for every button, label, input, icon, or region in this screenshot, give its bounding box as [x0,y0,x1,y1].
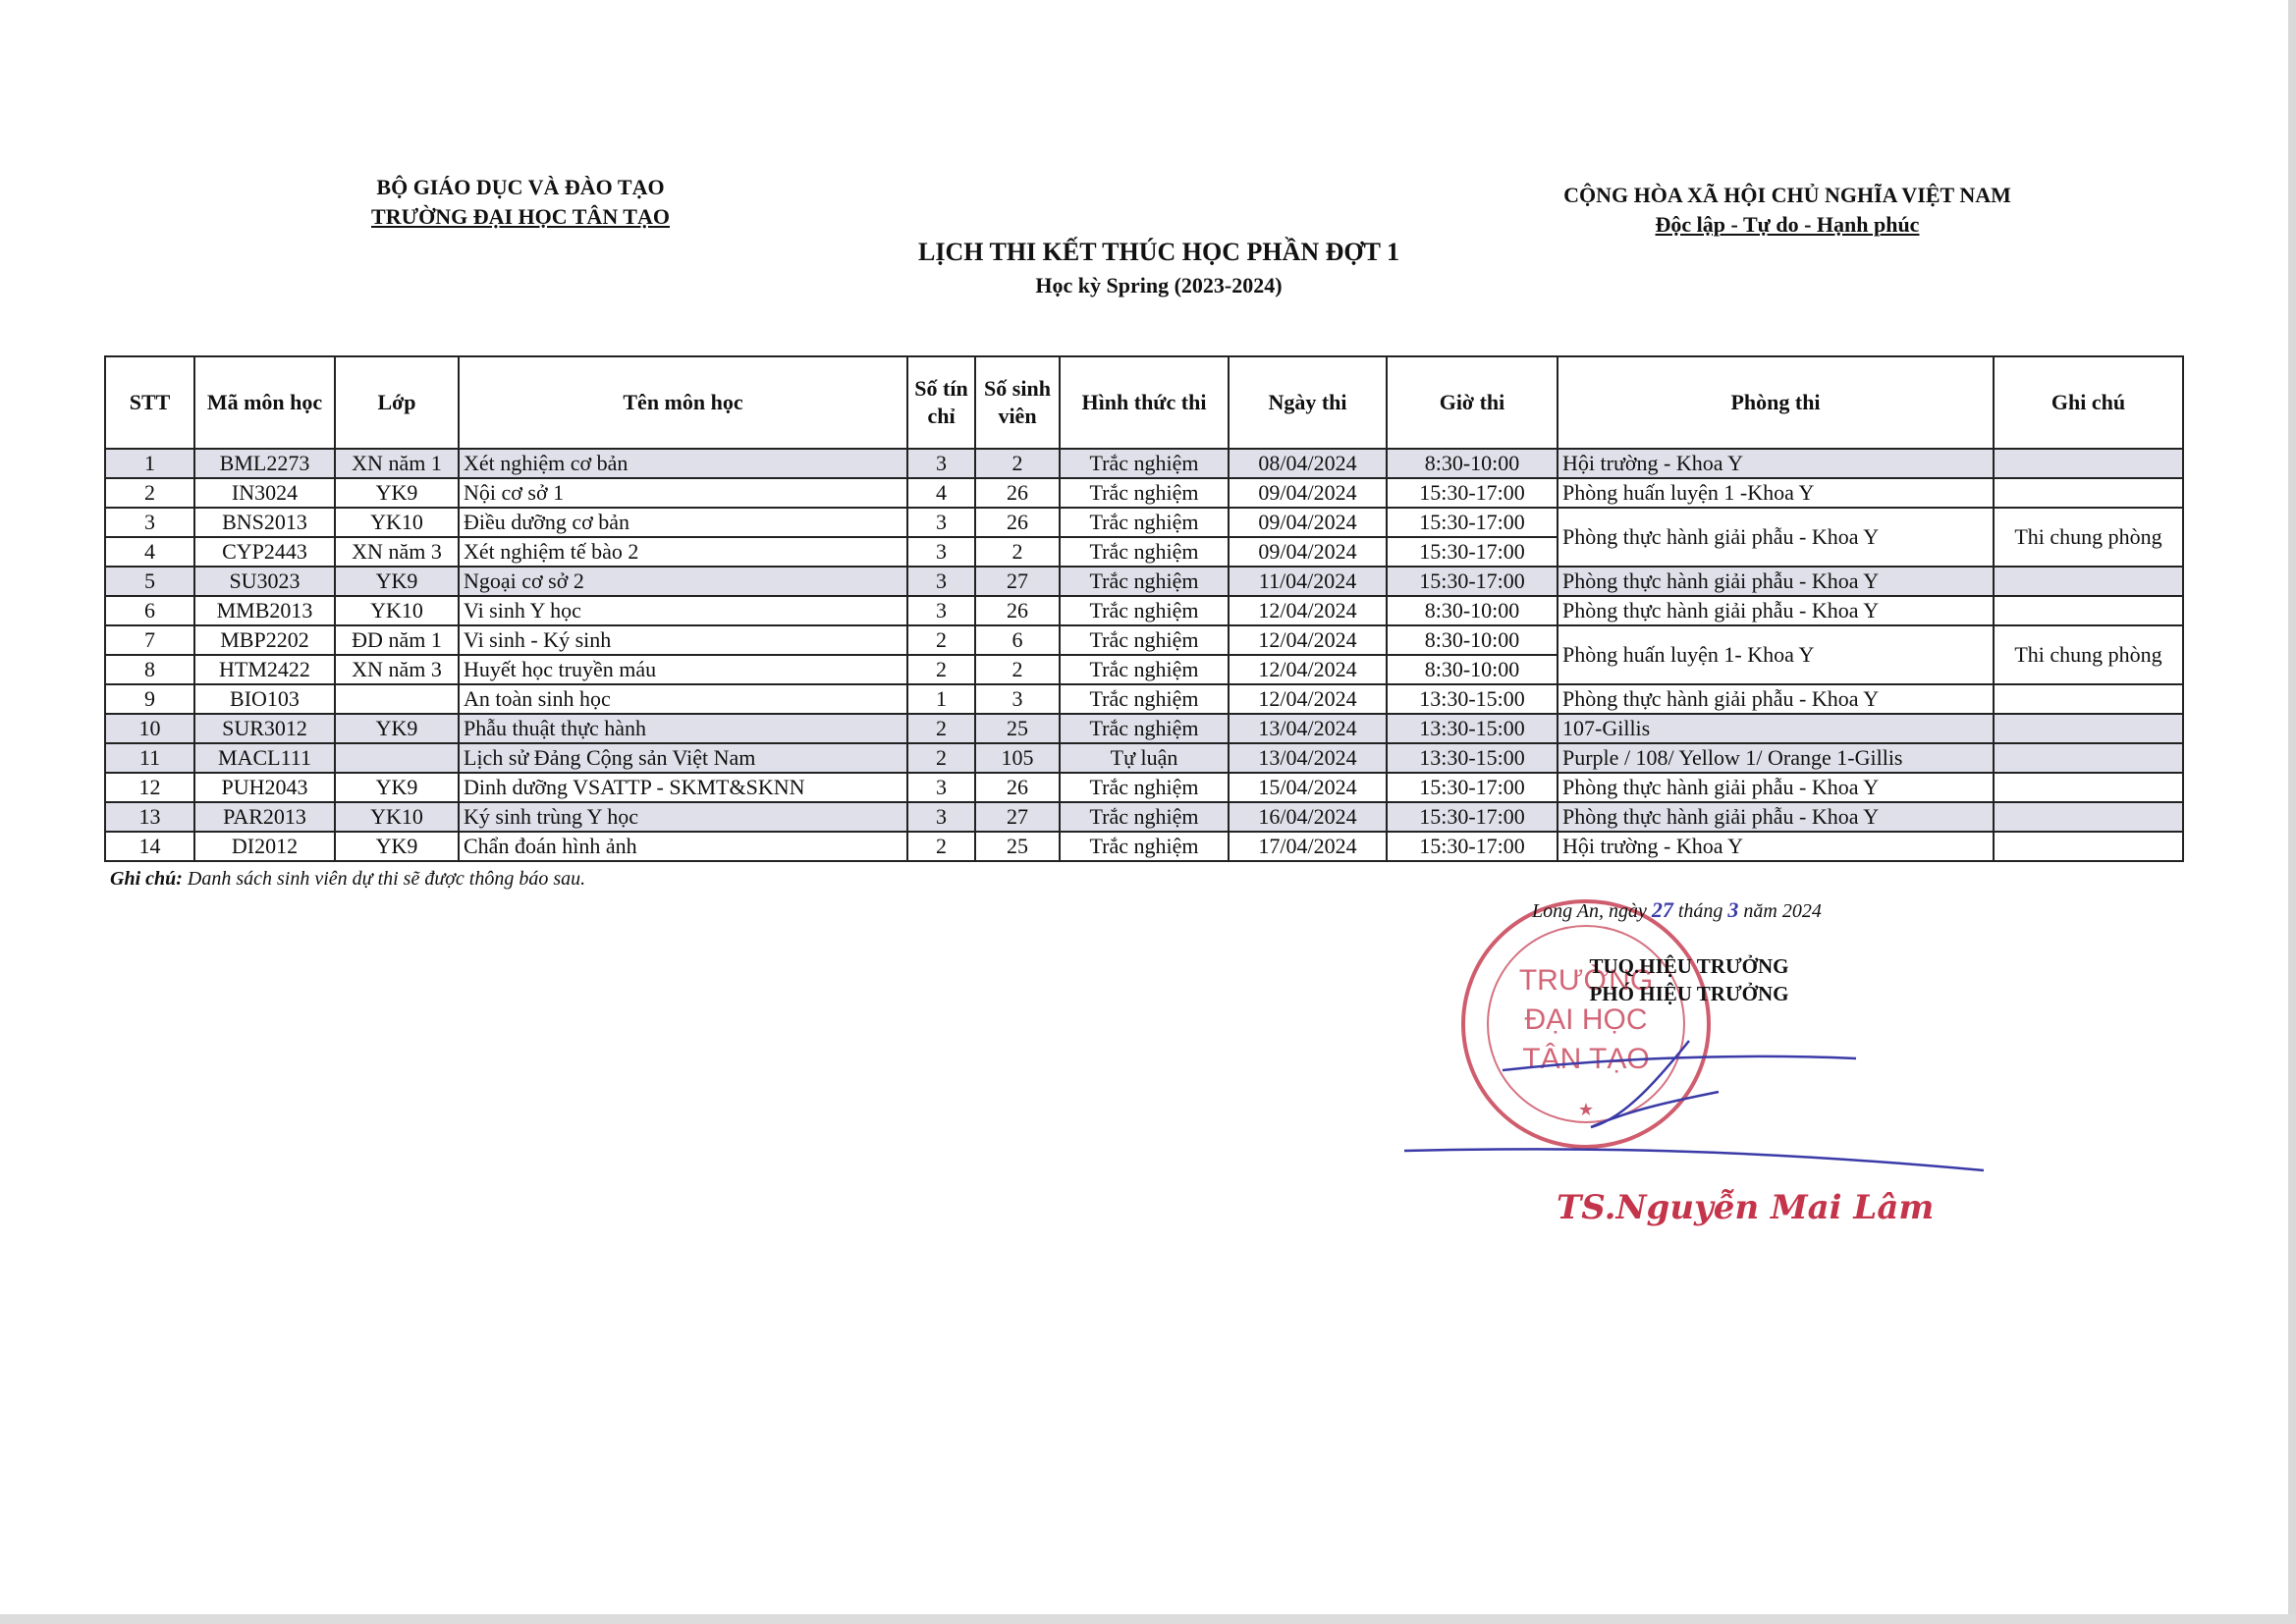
col-header-stt: STT [105,356,194,449]
cell-lop: YK9 [335,567,459,596]
cell-tc: 3 [907,537,975,567]
cell-tc: 3 [907,508,975,537]
cell-ten: Xét nghiệm cơ bản [459,449,907,478]
date-year: năm 2024 [1743,900,1822,922]
table-row [105,508,2183,537]
cell-ten: Ký sinh trùng Y học [459,802,907,832]
cell-sv: 27 [975,567,1060,596]
cell-gio: 15:30-17:00 [1387,773,1558,802]
table-header-row [105,356,2183,449]
cell-ten: Vi sinh - Ký sinh [459,625,907,655]
cell-gio: 8:30-10:00 [1387,625,1558,655]
col-header-phong-thi: Phòng thi [1558,356,1994,449]
col-header-so-tin-chi: Số tín chỉ [907,356,975,449]
cell-ngay: 13/04/2024 [1229,743,1387,773]
cell-ma: BML2273 [194,449,335,478]
cell-ma: MBP2202 [194,625,335,655]
cell-gio: 8:30-10:00 [1387,596,1558,625]
cell-ngay: 09/04/2024 [1229,478,1387,508]
cell-ten: Huyết học truyền máu [459,655,907,684]
cell-gio: 8:30-10:00 [1387,449,1558,478]
cell-tc: 4 [907,478,975,508]
document-title: LỊCH THI KẾT THÚC HỌC PHẦN ĐỢT 1 [917,238,1399,266]
stamp-star-icon: ★ [1577,1100,1595,1119]
cell-lop: YK9 [335,714,459,743]
cell-lop: XN năm 3 [335,655,459,684]
cell-phong-merged: Phòng huấn luyện 1- Khoa Y [1558,625,1994,684]
cell-lop: YK9 [335,478,459,508]
cell-stt: 11 [105,743,194,773]
cell-ten: Ngoại cơ sở 2 [459,567,907,596]
signatory-role [1532,952,1846,1007]
country-name: CỘNG HÒA XÃ HỘI CHỦ NGHĨA VIỆT NAM [1563,183,2011,207]
col-header-lop: Lớp [335,356,459,449]
cell-sv: 2 [975,655,1060,684]
cell-ht: Trắc nghiệm [1060,655,1229,684]
exam-schedule-table [104,355,2184,862]
cell-phong: Phòng thực hành giải phẫu - Khoa Y [1558,567,1994,596]
cell-lop: XN năm 1 [335,449,459,478]
cell-ghichu [1994,567,2183,596]
cell-phong-merged: Phòng thực hành giải phẫu - Khoa Y [1558,508,1994,567]
cell-tc: 1 [907,684,975,714]
cell-phong: Phòng thực hành giải phẫu - Khoa Y [1558,596,1994,625]
cell-sv: 3 [975,684,1060,714]
date-month-label: tháng [1677,900,1723,922]
cell-gio: 15:30-17:00 [1387,508,1558,537]
cell-phong: Hội trường - Khoa Y [1558,832,1994,861]
stamp-text-top: TRƯỜNG [1518,964,1654,997]
date-place: Long An, ngày [1532,900,1647,922]
cell-ngay: 12/04/2024 [1229,625,1387,655]
cell-tc: 2 [907,714,975,743]
cell-ht: Trắc nghiệm [1060,684,1229,714]
cell-ht: Tự luận [1060,743,1229,773]
cell-phong: Purple / 108/ Yellow 1/ Orange 1-Gillis [1558,743,1994,773]
cell-lop: YK9 [335,773,459,802]
signature-date [1532,897,1905,923]
cell-ngay: 08/04/2024 [1229,449,1387,478]
cell-lop: YK9 [335,832,459,861]
cell-gio: 8:30-10:00 [1387,655,1558,684]
footnote-text: Danh sách sinh viên dự thi sẽ được thông báo sau. [187,868,586,890]
cell-lop: ĐD năm 1 [335,625,459,655]
cell-sv: 6 [975,625,1060,655]
cell-ngay: 12/04/2024 [1229,596,1387,625]
ministry-name: BỘ GIÁO DỤC VÀ ĐÀO TẠO [376,175,665,199]
cell-stt: 12 [105,773,194,802]
cell-stt: 6 [105,596,194,625]
cell-ma: MMB2013 [194,596,335,625]
cell-tc: 3 [907,802,975,832]
cell-lop [335,684,459,714]
signer-name: TS.Nguyễn Mai Lâm [1557,1188,1935,1227]
cell-sv: 26 [975,508,1060,537]
cell-ht: Trắc nghiệm [1060,802,1229,832]
cell-ten: Phẫu thuật thực hành [459,714,907,743]
col-header-ghi-chu: Ghi chú [1994,356,2183,449]
cell-ma: HTM2422 [194,655,335,684]
table-row [105,625,2183,655]
handwritten-signature [1394,1001,2003,1198]
stamp-text-bottom: TÂN TẠO [1522,1043,1650,1075]
table-row [105,743,2183,773]
cell-ht: Trắc nghiệm [1060,449,1229,478]
col-header-ngay-thi: Ngày thi [1229,356,1387,449]
cell-gio: 15:30-17:00 [1387,537,1558,567]
cell-sv: 25 [975,714,1060,743]
cell-sv: 2 [975,537,1060,567]
cell-ten: Lịch sử Đảng Cộng sản Việt Nam [459,743,907,773]
table-row [105,478,2183,508]
col-header-hinh-thuc: Hình thức thi [1060,356,1229,449]
cell-sv: 26 [975,478,1060,508]
university-name: TRƯỜNG ĐẠI HỌC TÂN TẠO [371,204,670,229]
cell-stt: 5 [105,567,194,596]
cell-phong: Hội trường - Khoa Y [1558,449,1994,478]
col-header-so-sinh-vien: Số sinh viên [975,356,1060,449]
cell-ten: Nội cơ sở 1 [459,478,907,508]
cell-ten: Vi sinh Y học [459,596,907,625]
cell-tc: 2 [907,832,975,861]
cell-ten: Xét nghiệm tế bào 2 [459,537,907,567]
header-left [324,173,717,232]
cell-tc: 3 [907,567,975,596]
role-line-2: PHÓ HIỆU TRƯỞNG [1589,982,1789,1005]
table-row [105,773,2183,802]
cell-ht: Trắc nghiệm [1060,478,1229,508]
cell-ma: SUR3012 [194,714,335,743]
cell-stt: 2 [105,478,194,508]
role-line-1: TUQ.HIỆU TRƯỞNG [1589,954,1789,978]
cell-ht: Trắc nghiệm [1060,625,1229,655]
cell-lop: YK10 [335,802,459,832]
cell-ngay: 12/04/2024 [1229,684,1387,714]
cell-ngay: 12/04/2024 [1229,655,1387,684]
cell-ghichu-merged: Thi chung phòng [1994,625,2183,684]
cell-ht: Trắc nghiệm [1060,537,1229,567]
cell-ghichu [1994,714,2183,743]
cell-sv: 25 [975,832,1060,861]
cell-stt: 1 [105,449,194,478]
cell-tc: 3 [907,449,975,478]
cell-ngay: 09/04/2024 [1229,508,1387,537]
cell-phong: Phòng thực hành giải phẫu - Khoa Y [1558,773,1994,802]
cell-ghichu-merged: Thi chung phòng [1994,508,2183,567]
cell-ma: BNS2013 [194,508,335,537]
cell-ngay: 09/04/2024 [1229,537,1387,567]
footnote [110,868,585,891]
cell-ngay: 13/04/2024 [1229,714,1387,743]
cell-phong: Phòng huấn luyện 1 -Khoa Y [1558,478,1994,508]
cell-ghichu [1994,743,2183,773]
date-month: 3 [1727,897,1739,922]
cell-stt: 14 [105,832,194,861]
cell-ngay: 16/04/2024 [1229,802,1387,832]
cell-stt: 10 [105,714,194,743]
cell-ma: SU3023 [194,567,335,596]
cell-sv: 26 [975,596,1060,625]
cell-stt: 4 [105,537,194,567]
table-row [105,596,2183,625]
cell-ngay: 17/04/2024 [1229,832,1387,861]
cell-ghichu [1994,802,2183,832]
cell-ten: Dinh dưỡng VSATTP - SKMT&SKNN [459,773,907,802]
cell-sv: 26 [975,773,1060,802]
cell-tc: 2 [907,743,975,773]
cell-gio: 13:30-15:00 [1387,714,1558,743]
cell-gio: 13:30-15:00 [1387,684,1558,714]
cell-tc: 3 [907,773,975,802]
table-row [105,832,2183,861]
cell-ma: MACL111 [194,743,335,773]
cell-ghichu [1994,478,2183,508]
table-row [105,684,2183,714]
cell-tc: 2 [907,655,975,684]
cell-phong: Phòng thực hành giải phẫu - Khoa Y [1558,802,1994,832]
date-day: 27 [1651,897,1673,922]
cell-ghichu [1994,832,2183,861]
cell-ghichu [1994,773,2183,802]
cell-lop: YK10 [335,508,459,537]
table-row [105,449,2183,478]
cell-sv: 105 [975,743,1060,773]
cell-lop: XN năm 3 [335,537,459,567]
cell-ma: BIO103 [194,684,335,714]
cell-ht: Trắc nghiệm [1060,714,1229,743]
stamp-text-mid: ĐẠI HỌC [1524,1003,1648,1036]
cell-gio: 15:30-17:00 [1387,567,1558,596]
cell-stt: 8 [105,655,194,684]
cell-ht: Trắc nghiệm [1060,832,1229,861]
cell-ht: Trắc nghiệm [1060,773,1229,802]
cell-lop [335,743,459,773]
cell-sv: 2 [975,449,1060,478]
cell-lop: YK10 [335,596,459,625]
cell-gio: 15:30-17:00 [1387,832,1558,861]
cell-phong: 107-Gillis [1558,714,1994,743]
cell-tc: 2 [907,625,975,655]
cell-ht: Trắc nghiệm [1060,508,1229,537]
cell-sv: 27 [975,802,1060,832]
document-subtitle: Học kỳ Spring (2023-2024) [1035,273,1283,298]
cell-phong: Phòng thực hành giải phẫu - Khoa Y [1558,684,1994,714]
col-header-gio-thi: Giờ thi [1387,356,1558,449]
motto: Độc lập - Tự do - Hạnh phúc [1655,212,1920,237]
cell-tc: 3 [907,596,975,625]
col-header-ma-mon: Mã môn học [194,356,335,449]
cell-ngay: 11/04/2024 [1229,567,1387,596]
cell-gio: 15:30-17:00 [1387,802,1558,832]
cell-ma: CYP2443 [194,537,335,567]
cell-ten: An toàn sinh học [459,684,907,714]
cell-ht: Trắc nghiệm [1060,567,1229,596]
col-header-ten-mon: Tên môn học [459,356,907,449]
scan-edge-right [2288,0,2296,1624]
cell-ghichu [1994,596,2183,625]
cell-ma: PAR2013 [194,802,335,832]
cell-ngay: 15/04/2024 [1229,773,1387,802]
cell-ghichu [1994,449,2183,478]
cell-ma: PUH2043 [194,773,335,802]
cell-stt: 13 [105,802,194,832]
cell-gio: 15:30-17:00 [1387,478,1558,508]
cell-ten: Điều dưỡng cơ bản [459,508,907,537]
cell-ghichu [1994,684,2183,714]
footnote-label: Ghi chú: [110,868,183,890]
cell-stt: 7 [105,625,194,655]
scan-edge-bottom [0,1614,2296,1624]
cell-stt: 9 [105,684,194,714]
table-row [105,567,2183,596]
cell-stt: 3 [105,508,194,537]
table-row [105,714,2183,743]
cell-ma: IN3024 [194,478,335,508]
cell-ten: Chẩn đoán hình ảnh [459,832,907,861]
header-right [1532,181,2043,240]
table-row [105,802,2183,832]
cell-ma: DI2012 [194,832,335,861]
cell-gio: 13:30-15:00 [1387,743,1558,773]
cell-ht: Trắc nghiệm [1060,596,1229,625]
